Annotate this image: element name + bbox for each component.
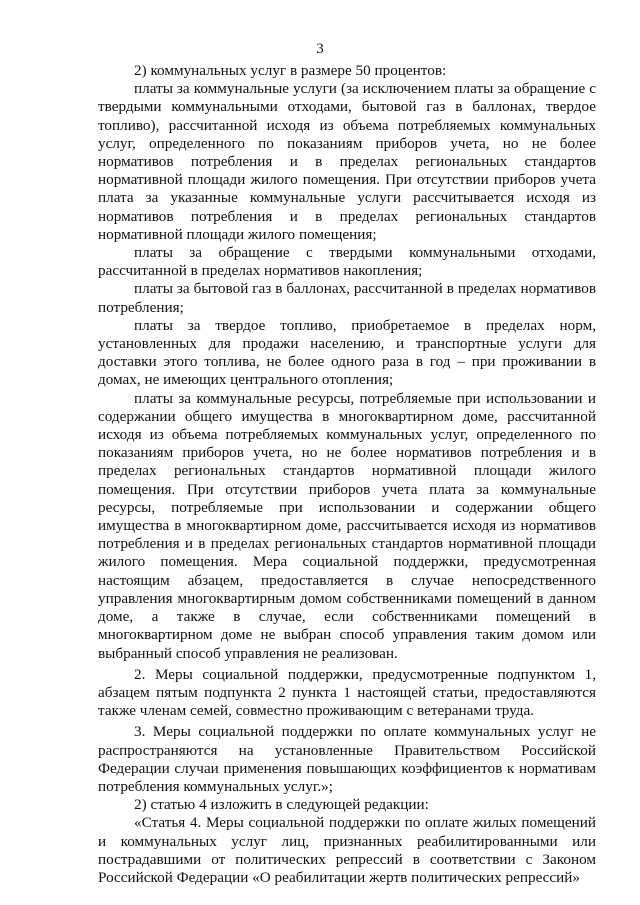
paragraph-common-property-payments: платы за коммунальные ресурсы, потребляемые при использовании и содержании общего имущества в многоквартирном доме, рассчитанной исходя из объема потребляемых коммунальных услуг, определенного по показаниям приборов учета, но не более нормативов потребления и в пределах региональных стандартов нормативной площади жилого помещения. При отсутствии приборов учета плата за коммунальные ресурсы, потребляемые при использовании и содержании общего имущества в многоквартирном доме, рассчитывается исходя из нормативов потребления и в пределах региональных стандартов нормативной площади жилого помещения. Мера социальной поддержки, предусмотренная настоящим абзацем, предоставляется в случае непосредственного управления многоквартирным домом собственниками помещений в данном доме, а также в случае, если собственниками помещений в многоквартирном доме не выбран способ управления таким домом или выбранный способ управления не реализован. <box>98 389 596 662</box>
paragraph-article-4-instruction: 2) статью 4 изложить в следующей редакции: <box>134 796 429 814</box>
paragraph-gas-payments: платы за бытовой газ в баллонах, рассчитанной в пределах нормативов потребления; <box>98 280 596 316</box>
page-number: 3 <box>316 41 324 57</box>
paragraph-item-2: 2. Меры социальной поддержки, предусмотренные подпунктом 1, абзацем пятым подпункта 2 пункта 1 настоящей статьи, предоставляются также членам семей, совместно проживающим с ветеранами труда. <box>98 665 596 720</box>
paragraph-article-4-title: «Статья 4. Меры социальной поддержки по оплате жилых помещений и коммунальных услуг лиц, признанных реабилитированными или пострадавшими от политических репрессий в соответствии с Законом Российской Федерации «О реабилитации жертв политических репрессий» <box>98 814 596 886</box>
paragraph-utility-payments: платы за коммунальные услуги (за исключением платы за обращение с твердыми коммунальными отходами, бытовой газ в баллонах, твердое топливо), рассчитанной исходя из объема потребляемых коммунальных услуг, определенного по показаниям приборов учета, но не более нормативов потребления и в пределах региональных стандартов нормативной площади жилого помещения. При отсутствии приборов учета плата за указанные коммунальные услуги рассчитывается исходя из нормативов потребления и в пределах региональных стандартов нормативной площади жилого помещения; <box>98 80 596 243</box>
document-body <box>98 62 596 887</box>
paragraph-solid-fuel-payments: платы за твердое топливо, приобретаемое в пределах норм, установленных для продажи населению, и транспортные услуги для доставки этого топлива, не более одного раза в год – при проживании в домах, не имеющих центрального отопления; <box>98 316 596 389</box>
paragraph-utilities-heading: 2) коммунальных услуг в размере 50 процентов: <box>134 62 447 79</box>
paragraph-item-3: 3. Меры социальной поддержки по оплате коммунальных услуг не распространяются на установленные Правительством Российской Федерации случаи применения повышающих коэффициентов к нормативам потребления коммунальных услуг.»; <box>98 723 596 795</box>
paragraph-waste-payments: платы за обращение с твердыми коммунальными отходами, рассчитанной в пределах нормативов накопления; <box>98 244 596 280</box>
